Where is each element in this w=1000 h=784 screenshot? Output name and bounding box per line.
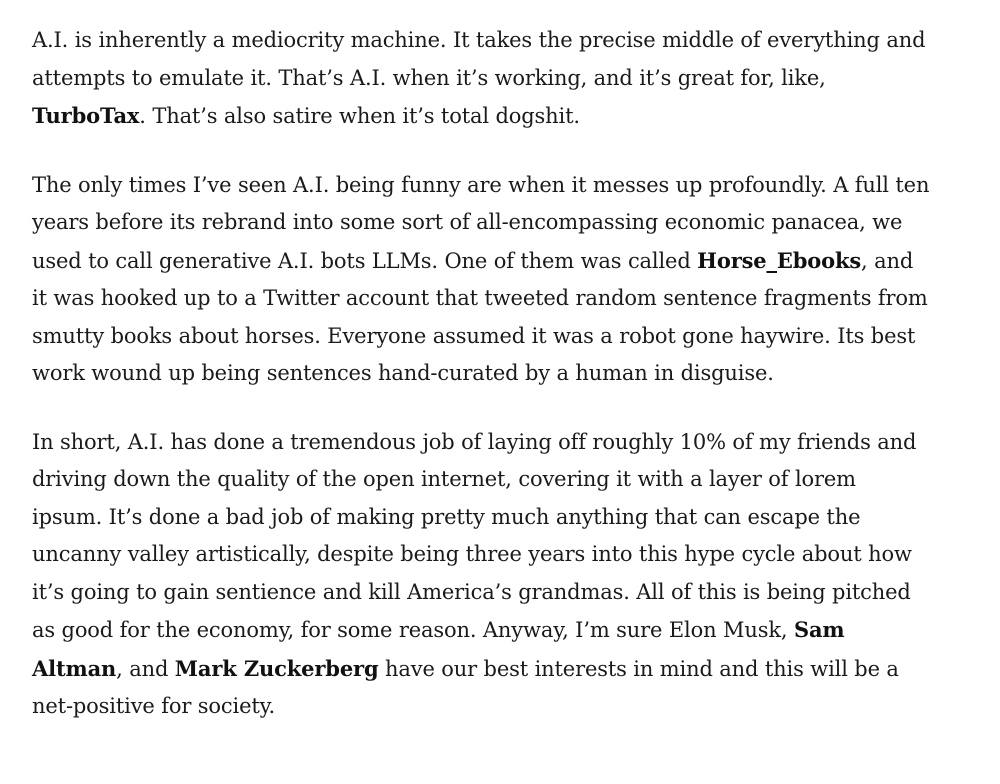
paragraph-3-text-middle: , and xyxy=(116,656,175,681)
paragraph-3-text-start: In short, A.I. has done a tremendous job of laying off roughly 10% of my friends and driving down the quality of the open internet, covering it with a layer of lorem ipsum. It’s done a bad job of making pretty much anything that can escape the uncanny valley artistically, despite being three years into this hype cycle about how it’s going to gain sentience and kill America’s grandmas. All of this is being pitched as good for the economy, for some reason. Anyway, I’m sure Elon Musk, xyxy=(32,429,917,642)
paragraph-1-text-end: . That’s also satire when it’s total dogshit. xyxy=(139,104,580,128)
paragraph-3-text-end: have our best interests in mind and this will be a net-positive for society. xyxy=(32,656,899,718)
paragraph-2 xyxy=(32,167,932,393)
paragraph-1 xyxy=(32,22,932,136)
link-mark-zuckerberg[interactable]: Mark Zuckerberg xyxy=(174,655,379,681)
paragraph-2-text-start: The only times I’ve seen A.I. being funny are when it messes up profoundly. A full ten years before its rebrand into some sort of all-encompassing economic panacea, we used to call generative A.I. bots LLMs. One of them was called xyxy=(32,172,930,273)
link-turbotax[interactable]: TurboTax xyxy=(32,103,140,128)
link-horse-ebooks[interactable]: Horse_Ebooks xyxy=(697,247,862,273)
paragraph-1-text-start: A.I. is inherently a mediocrity machine. It takes the precise middle of everything and attempts to emulate it. That’s A.I. when it’s working, and it’s great for, like, xyxy=(32,28,926,90)
paragraph-3 xyxy=(32,424,932,726)
link-sam-altman[interactable]: Sam Altman xyxy=(32,617,845,681)
article-body xyxy=(32,22,932,757)
paragraph-2-text-end: , and it was hooked up to a Twitter account that tweeted random sentence fragments from smutty books about horses. Everyone assumed it was a robot gone haywire. Its best work wound up being sentences hand-curated by a human in disguise. xyxy=(32,248,928,385)
